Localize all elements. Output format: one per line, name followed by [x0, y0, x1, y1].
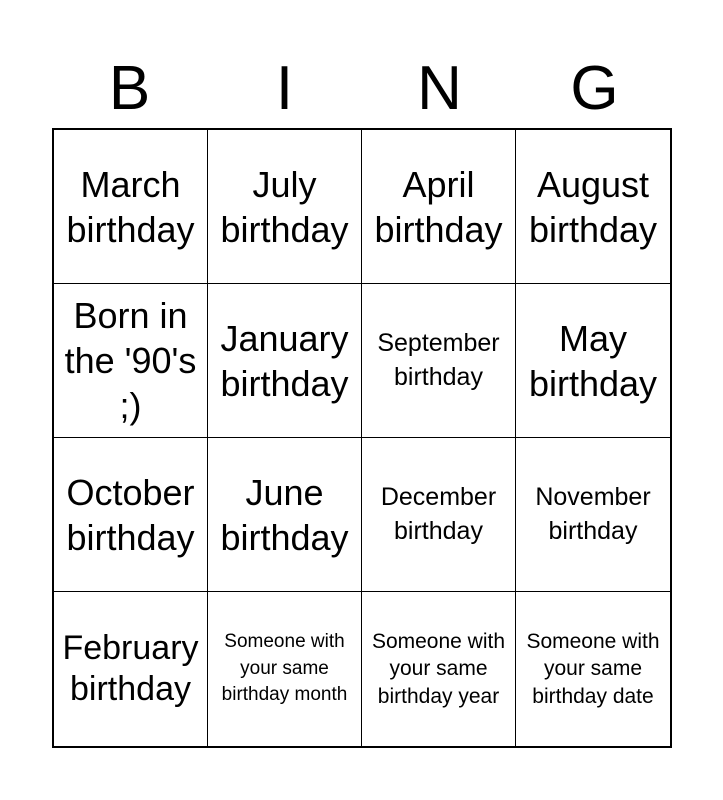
header-letter-b: B: [108, 54, 151, 123]
bingo-cell-r3c1[interactable]: [54, 438, 208, 592]
bingo-cell-label: July birthday: [220, 163, 349, 250]
bingo-cell-r3c3[interactable]: [362, 438, 516, 592]
bingo-cell-label: October birthday: [66, 471, 195, 558]
bingo-card-grid: [52, 128, 672, 748]
bingo-cell-label: November birthday: [535, 482, 651, 545]
bingo-cell-r2c2[interactable]: [208, 284, 362, 438]
bingo-cell-r1c3[interactable]: [362, 130, 516, 284]
header-letter-n: N: [417, 54, 462, 123]
bingo-cell-r4c2[interactable]: [208, 592, 362, 746]
bingo-cell-label: June birthday: [220, 471, 349, 558]
bingo-cell-r1c4[interactable]: [516, 130, 670, 284]
header-letter-g: G: [570, 54, 619, 123]
bingo-cell-label: February birthday: [62, 629, 199, 708]
bingo-cell-label: August birthday: [528, 163, 658, 250]
bingo-cell-label: April birthday: [374, 163, 503, 250]
header-letter-i: I: [275, 54, 294, 123]
bingo-cell-r4c4[interactable]: [516, 592, 670, 746]
bingo-header: [52, 50, 672, 128]
bingo-cell-r4c3[interactable]: [362, 592, 516, 746]
bingo-cell-r2c3[interactable]: [362, 284, 516, 438]
bingo-cell-r4c1[interactable]: [54, 592, 208, 746]
bingo-cell-label: Someone with your same birthday month: [221, 631, 348, 706]
bingo-cell-label: Born in the '90's ;): [64, 295, 197, 426]
bingo-cell-r2c4[interactable]: [516, 284, 670, 438]
bingo-cell-r3c2[interactable]: [208, 438, 362, 592]
bingo-cell-r1c1[interactable]: [54, 130, 208, 284]
bingo-cell-r3c4[interactable]: [516, 438, 670, 592]
bingo-cell-label: September birthday: [377, 328, 500, 391]
bingo-cell-label: Someone with your same birthday year: [371, 630, 506, 708]
bingo-cell-label: December birthday: [380, 482, 497, 545]
bingo-cell-r2c1[interactable]: [54, 284, 208, 438]
bingo-cell-label: January birthday: [220, 317, 349, 404]
bingo-cell-label: Someone with your same birthday date: [526, 630, 660, 708]
bingo-cell-label: March birthday: [66, 163, 195, 250]
bingo-cell-label: May birthday: [528, 317, 658, 404]
bingo-cell-r1c2[interactable]: [208, 130, 362, 284]
